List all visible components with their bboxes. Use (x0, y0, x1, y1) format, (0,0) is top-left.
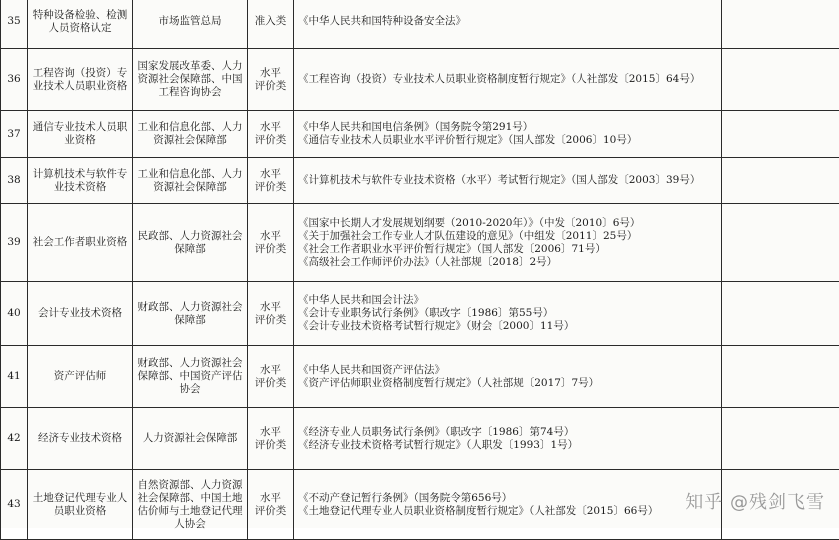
department-line: 社会保障部、中国土地 (137, 492, 243, 505)
qualification-type (248, 204, 294, 282)
qualification-name-line: 社会工作者职业资格 (32, 236, 128, 249)
legal-basis-line: 《不动产登记暂行条例》（国务院令第656号） (298, 492, 717, 505)
department (133, 204, 248, 282)
department (133, 49, 248, 111)
department-line: 国家发展改革委、人力 (137, 60, 243, 73)
row-number: 39 (1, 204, 28, 282)
remarks-cell (722, 0, 839, 49)
table-row (1, 346, 839, 408)
department (133, 282, 248, 346)
qualification-name-line: 业资格 (32, 134, 128, 147)
qualification-name-line: 人员资格认定 (32, 22, 128, 35)
qualification-name-line: 土地登记代理专业人 (32, 492, 128, 505)
department-line: 工业和信息化部、人力 (137, 168, 243, 181)
department-line: 自然资源部、人力资源 (137, 479, 243, 492)
qualification-type (248, 346, 294, 408)
legal-basis (294, 204, 722, 282)
legal-basis (294, 346, 722, 408)
table-row (1, 408, 839, 470)
legal-basis (294, 158, 722, 204)
legal-basis (294, 0, 722, 49)
department-line: 市场监管总局 (137, 15, 243, 28)
remarks-cell (722, 158, 839, 204)
row-number: 42 (1, 408, 28, 470)
qualification-type-line: 水平 (252, 426, 289, 439)
legal-basis-line: 《通信专业技术人员职业水平评价暂行规定》（国人部发〔2006〕10号） (298, 134, 717, 147)
legal-basis-line: 《社会工作者职业水平评价暂行规定》（国人部发〔2006〕71号） (298, 243, 717, 256)
row-number: 41 (1, 346, 28, 408)
department (133, 346, 248, 408)
table-row (1, 111, 839, 158)
row-number: 35 (1, 0, 28, 49)
qualification-name-line: 经济专业技术资格 (32, 432, 128, 445)
legal-basis (294, 111, 722, 158)
department-line: 保障部 (137, 243, 243, 256)
department (133, 470, 248, 540)
qualification-type-line: 水平 (252, 492, 289, 505)
legal-basis (294, 282, 722, 346)
department (133, 111, 248, 158)
table-row (1, 158, 839, 204)
row-number: 36 (1, 49, 28, 111)
watermark: 知乎 @残剑飞雪 (685, 488, 825, 514)
legal-basis-line: 《计算机技术与软件专业技术资格（水平）考试暂行规定》（国人部发〔2003〕39号） (298, 174, 717, 187)
qualification-type-line: 评价类 (252, 377, 289, 390)
department-line: 财政部、人力资源社会 (137, 301, 243, 314)
qualification-name-line: 资产评估师 (32, 370, 128, 383)
row-number: 40 (1, 282, 28, 346)
department-line: 资源社会保障部、中国 (137, 73, 243, 86)
qualification-type-line: 评价类 (252, 181, 289, 194)
table-row (1, 0, 839, 49)
qualification-type-line: 水平 (252, 168, 289, 181)
department-line: 工业和信息化部、人力 (137, 121, 243, 134)
qualification-type-line: 评价类 (252, 243, 289, 256)
department-line: 民政部、人力资源社会 (137, 230, 243, 243)
qualification-name (28, 470, 133, 540)
qualification-type (248, 49, 294, 111)
qualification-name (28, 0, 133, 49)
legal-basis-line: 《土地登记代理专业人员职业资格制度暂行规定》（人社部发〔2015〕66号） (298, 505, 717, 518)
department (133, 158, 248, 204)
remarks-cell (722, 111, 839, 158)
legal-basis-line: 《高级社会工作师评价办法》（人社部规〔2018〕2号） (298, 256, 717, 269)
legal-basis-line: 《中华人民共和国特种设备安全法》 (298, 15, 717, 28)
row-number: 43 (1, 470, 28, 540)
qualification-type-line: 水平 (252, 121, 289, 134)
department-line: 估价师与土地登记代理 (137, 505, 243, 518)
table-row (1, 282, 839, 346)
department (133, 408, 248, 470)
legal-basis-line: 《会计专业职务试行条例》（职改字〔1986〕第55号） (298, 307, 717, 320)
qualification-name (28, 408, 133, 470)
qualification-name-line: 业技术人员职业资格 (32, 80, 128, 93)
qualification-name-line: 特种设备检验、检测 (32, 9, 128, 22)
qualification-name-line: 会计专业技术资格 (32, 307, 128, 320)
remarks-cell (722, 282, 839, 346)
department-line: 工程咨询协会 (137, 86, 243, 99)
department-line: 协会 (137, 383, 243, 396)
qualification-name (28, 111, 133, 158)
qualification-name (28, 204, 133, 282)
qualification-type-line: 评价类 (252, 80, 289, 93)
qualification-type-line: 评价类 (252, 505, 289, 518)
qualification-type-line: 水平 (252, 364, 289, 377)
qualification-name-line: 员职业资格 (32, 505, 128, 518)
department-line: 保障部 (137, 314, 243, 327)
qualification-type (248, 158, 294, 204)
table-row (1, 204, 839, 282)
department-line: 人协会 (137, 518, 243, 531)
remarks-cell (722, 49, 839, 111)
qualification-type (248, 470, 294, 540)
legal-basis-line: 《关于加强社会工作专业人才队伍建设的意见》（中组发〔2011〕25号） (298, 230, 717, 243)
qualification-name-line: 工程咨询（投资）专 (32, 67, 128, 80)
qualification-type-line: 评价类 (252, 439, 289, 452)
legal-basis-line: 《经济专业技术资格考试暂行规定》（人职发〔1993〕1号） (298, 439, 717, 452)
row-number: 37 (1, 111, 28, 158)
department-line: 资源社会保障部 (137, 134, 243, 147)
department-line: 资源社会保障部 (137, 181, 243, 194)
remarks-cell (722, 408, 839, 470)
remarks-cell (722, 346, 839, 408)
qualification-type (248, 0, 294, 49)
legal-basis-line: 《国家中长期人才发展规划纲要（2010-2020年）》（中发〔2010〕6号） (298, 217, 717, 230)
qualification-type (248, 282, 294, 346)
qualification-type (248, 408, 294, 470)
row-number: 38 (1, 158, 28, 204)
legal-basis-line: 《会计专业技术资格考试暂行规定》（财会〔2000〕11号） (298, 320, 717, 333)
legal-basis-line: 《中华人民共和国电信条例》（国务院令第291号） (298, 121, 717, 134)
remarks-cell (722, 204, 839, 282)
qualification-name-line: 通信专业技术人员职 (32, 121, 128, 134)
legal-basis (294, 408, 722, 470)
legal-basis (294, 470, 722, 540)
legal-basis-line: 《经济专业人员职务试行条例》（职改字〔1986〕第74号） (298, 426, 717, 439)
qualification-type-line: 水平 (252, 301, 289, 314)
qualification-name (28, 49, 133, 111)
qualification-type-line: 水平 (252, 67, 289, 80)
table-row (1, 49, 839, 111)
qualification-name (28, 158, 133, 204)
department-line: 财政部、人力资源社会 (137, 357, 243, 370)
legal-basis-line: 《资产评估师职业资格制度暂行规定》（人社部规〔2017〕7号） (298, 377, 717, 390)
qualification-name (28, 346, 133, 408)
qualification-name-line: 业技术资格 (32, 181, 128, 194)
legal-basis-line: 《中华人民共和国会计法》 (298, 294, 717, 307)
legal-basis-line: 《工程咨询（投资）专业技术人员职业资格制度暂行规定》（人社部发〔2015〕64号） (298, 73, 717, 86)
qualification-type-line: 准入类 (252, 15, 289, 28)
qualification-name-line: 计算机技术与软件专 (32, 168, 128, 181)
legal-basis-line: 《中华人民共和国资产评估法》 (298, 364, 717, 377)
department-line: 人力资源社会保障部 (137, 432, 243, 445)
qualification-name (28, 282, 133, 346)
qualification-type-line: 水平 (252, 230, 289, 243)
legal-basis (294, 49, 722, 111)
qualification-type (248, 111, 294, 158)
qualification-type-line: 评价类 (252, 314, 289, 327)
department-line: 保障部、中国资产评估 (137, 370, 243, 383)
table-body (1, 0, 839, 540)
department (133, 0, 248, 49)
qualification-type-line: 评价类 (252, 134, 289, 147)
